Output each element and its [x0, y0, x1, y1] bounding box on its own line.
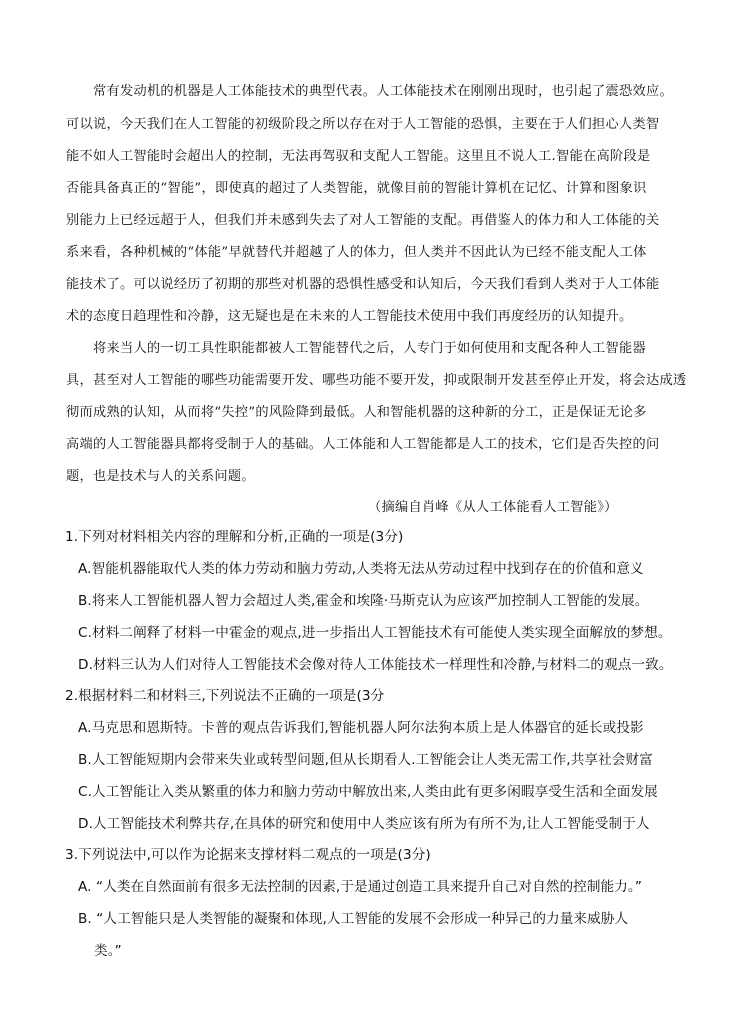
- passage-line: 将来当人的一切工具性职能都被人工智能替代之后，人专门于如何使用和支配各种人工智能器: [93, 341, 646, 356]
- passage-line: 否能具备真正的“智能”，即使真的超过了人类智能，就像目前的智能计算机在记忆、计算和图象识: [66, 181, 647, 196]
- passage-line: 系来看，各种机械的“体能”早就替代并超越了人的体力，但人类并不因此认为已经不能支配人工体: [66, 245, 647, 260]
- question-option: C.人工智能让入类从繁重的体力和脑力劳动中解放出来,人类由此有更多闲暇享受生活和全面发展: [78, 784, 658, 800]
- question-option-continuation: 类。”: [94, 943, 122, 959]
- question-option: B. “人工智能只是人类智能的凝聚和体现,人工智能的发展不会形成一种异己的力量来威胁人: [78, 911, 629, 927]
- question-option: A. “人类在自然面前有很多无法控制的因素,于是通过创造工具来提升自己对自然的控制能力。”: [78, 879, 642, 895]
- question-option: A.智能机器能取代人类的体力劳动和脑力劳动,人类将无法从劳动过程中找到存在的价值和意义: [78, 561, 644, 577]
- passage-line: 能不如人工智能时会超出人的控制，无法再驾驭和支配人工智能。这里且不说人工.智能在高阶段是: [66, 149, 651, 164]
- passage-line: 高端的人工智能器具都将受制于人的基础。人工体能和人工智能都是人工的技术，它们是否失控的问: [66, 437, 660, 452]
- question-stem: 3.下列说法中,可以作为论据来支撑材料二观点的一项是(3分): [65, 847, 431, 863]
- passage-line: 别能力上已经远超于人，但我们并未感到失去了对人工智能的支配。再借鉴人的体力和人工体能的关: [66, 213, 660, 228]
- question-option: D.材料三认为人们对待人工智能技术会像对待人工体能技术一样理性和冷静,与材料二的观点一致。: [78, 657, 673, 673]
- passage-line: 彻而成熟的认知，从而将“失控”的风险降到最低。人和智能机器的这种新的分工，正是保证无论多: [66, 405, 647, 420]
- question-option: C.材料二阐释了材料一中霍金的观点,进一步指出人工智能技术有可能使人类实现全面解放的梦想。: [78, 625, 672, 641]
- question-option: D.人工智能技术利弊共存,在具体的研究和使用中人类应该有所为有所不为,让人工智能受制于人: [78, 816, 650, 832]
- passage-line: 能技术了。可以说经历了初期的那些对机器的恐惧性感受和认知后，今天我们看到人类对于人工体能: [66, 277, 660, 292]
- question-option: A.马克思和恩斯特。卡普的观点告诉我们,智能机器人阿尔法狗本质上是人体器官的延长或投影: [78, 720, 644, 736]
- passage-line: 术的态度日趋理性和冷静，这无疑也是在未来的人工智能技术使用中我们再度经历的认知提升。: [66, 309, 633, 324]
- question-stem: 1.下列对材料相关内容的理解和分析,正确的一项是(3分): [65, 529, 404, 545]
- passage-line: 常有发动机的机器是人工体能技术的典型代表。人工体能技术在刚刚出现时，也引起了震恐效应。: [93, 84, 673, 99]
- question-option: B.将来人工智能机器人智力会超过人类,霍金和埃隆·马斯克认为应该严加控制人工智能的发展。: [78, 593, 649, 609]
- passage-line: 可以说，今天我们在人工智能的初级阶段之所以存在对于人工智能的恐惧，主要在于人们担心人类智: [66, 117, 660, 132]
- passage-line: 具，甚至对人工智能的哪些功能需要开发、哪些功能不要开发，抑或限制开发甚至停止开发，将会达成透: [66, 373, 687, 388]
- passage-source: （摘编自肖峰《从人工体能看人工智能》）: [368, 500, 618, 515]
- question-stem: 2.根据材料二和材料三,下列说法不正确的一项是(3分: [65, 688, 385, 704]
- question-option: B.人工智能短期内会带来失业或转型问题,但从长期看人.工智能会让人类无需工作,共享社会财富: [78, 752, 653, 768]
- passage-line: 题，也是技术与人的关系问题。: [66, 469, 255, 484]
